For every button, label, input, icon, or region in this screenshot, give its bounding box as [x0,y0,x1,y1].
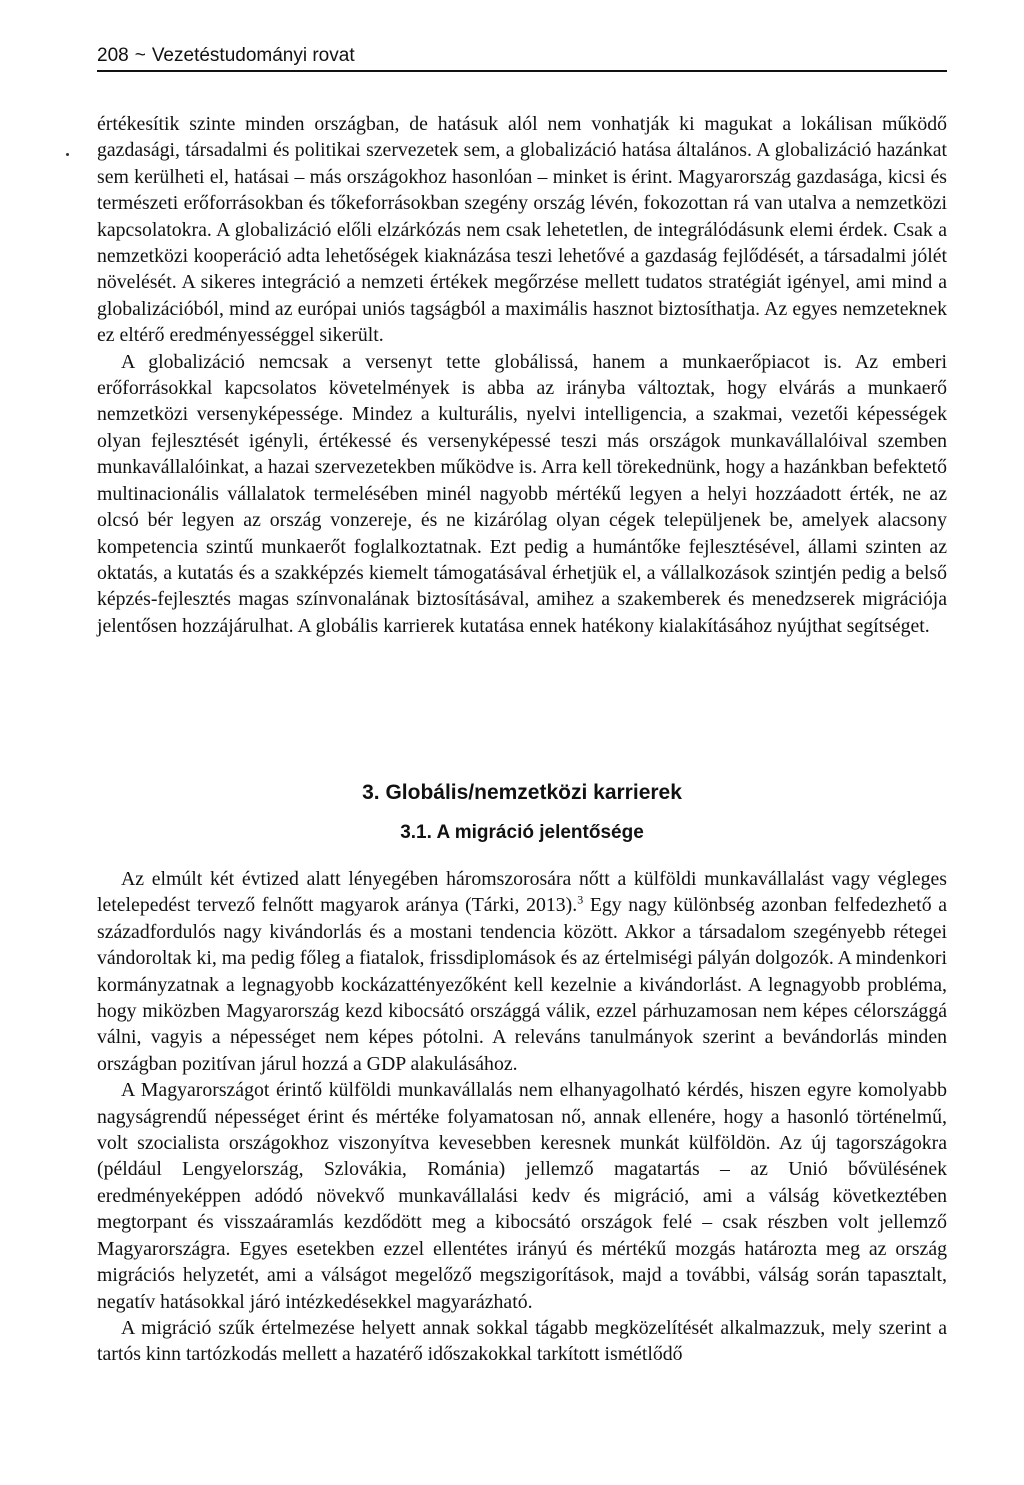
footnote-ref[interactable]: 3 [577,892,584,907]
paragraph: értékesítik szinte minden országban, de hatásuk alól nem vonhatják ki magukat a lokálisan működő gazdasági, társadalmi és politikai szervezetek sem, a globalizáció hatása általános. A globalizáció hazánkat sem kerülheti el, hatásai – más országokhoz hasonlóan – minket is érint. Magyarország gazdasága, kicsi és természeti erőforrásokban és tőkeforrásokban szegény ország lévén, fokozottan rá van utalva a nemzetközi kapcsolatokra. A globalizáció előli elzárkózás nem csak lehetetlen, de integrálódásunk elemi érdek. Csak a nemzetközi kooperáció adta lehetőségek kiaknázása teszi lehetővé a gazdaság fejlődését, a társadalmi jólét növelését. A sikeres integráció a nemzeti értékek megőrzése mellett tudatos stratégiát igényel, ami mind a globalizációból, mind az európai uniós tagságból a maximális hasznot biztosíthatja. Az egyes nemzeteknek ez eltérő eredményességgel sikerült. [97,113,947,347]
section-heading: 3. Globális/nemzetközi karrierek [362,781,682,804]
paragraph: A globalizáció nemcsak a versenyt tette globálissá, hanem a munkaerőpiacot is. Az emberi erőforrásokkal kapcsolatos követelmények is abba az irányba változtak, hogy elvárás a munkaerő nemzetközi versenyképessége. Mindez a kulturális, nyelvi intelligencia, a szakmai, vezetői képességek olyan fejlesztését igényli, értékessé és versenyképessé teszi más országok munkavállalóival szemben munkavállalóinkat, a hazai szervezetekben működve is. Arra kell törekednünk, hogy a hazánkban befektető multinacionális vállalatok termelésében minél nagyobb mértékű legyen a helyi hozzáadott érték, ne az olcsó bér legyen az ország vonzereje, és ne kizárólag olyan cégek települjenek be, amelyek alacsony kompetencia szintű munkaerőt foglalkoztatnak. Ezt pedig a humántőke fejlesztésével, állami szinten az oktatás, a kutatás és a szakképzés kiemelt támogatásával érhetjük el, a vállalkozások szintjén pedig a belső képzés-fejlesztés magas színvonalának biztosításával, amihez a szakemberek és menedzserek migrációja jelentősen hozzájárulhat. A globális karrierek kutatása ennek hatékony kialakításához nyújthat segítséget. [97,350,947,637]
running-header [97,45,947,72]
text-block-1 [97,111,947,639]
paragraph: A Magyarországot érintő külföldi munkavállalás nem elhanyagolható kérdés, hiszen egyre komolyabb nagyságrendű népességet érint és mértéke folyamatosan nő, annak ellenére, hogy a hasonló történelmű, volt szocialista országokhoz viszonyítva kevesebben keresnek munkát külföldön. Az új tagországokra (például Lengyelország, Szlovákia, Románia) jellemző magatartás – az Unió bővülésének eredményeképpen adódó növekvő munkavállalási kedv és migráció, ami a válság következtében megtorpant és visszaáramlás kezdődött meg a kibocsátó országok felé – csak részben volt jellemző Magyarországra. Egyes esetekben ezzel ellentétes irányú és mértékű mozgás határozta meg az ország migrációs helyzetét, ami a válságot megelőző megszigorítások, majd a további, válság során tapasztalt, negatív hatásokkal járó intézkedésekkel magyarázható. [97,1079,947,1313]
margin-mark [66,153,69,156]
paragraph-text: Egy nagy különbség azonban felfedezhető a századfordulós nagy kivándorlás és a mostani tendencia között. Akkor a társadalom szegényebb rétegei vándoroltak ki, ma pedig főleg a fiatalok, frissdiplomások és az értelmiségi pályán dolgozók. A mindenkori kormányzatnak a legnagyobb kockázattényezőként kell kezelnie a kivándorlást. A legnagyobb probléma, hogy miközben Magyarország kezd kibocsátó országgá válik, ezzel párhuzamosan nem képes célországgá válni, vagyis a népességet nem képes pótolni. A releváns tanulmányok szerint a bevándorlás minden országban pozitívan járul hozzá a GDP alakulásához. [97,894,947,1075]
header-separator: ~ [134,45,146,66]
text-block-2 [97,866,947,1368]
paragraph [97,866,947,1077]
page-number: 208 [97,45,129,66]
section-name: Vezetéstudományi rovat [151,45,355,66]
paragraph-text: Az elmúlt két évtized alatt lényegében háromszorosára nőtt a külföldi munkavállalást vagy végleges letelepedést tervező felnőtt magyarok aránya (Tárki, 2013). [97,868,947,917]
subsection-heading: 3.1. A migráció jelentősége [400,822,644,843]
paragraph: A migráció szűk értelmezése helyett annak sokkal tágabb megközelítését alkalmazzuk, mely szerint a tartós kinn tartózkodás mellett a hazatérő időszakokkal tarkított ismétlődő [97,1316,947,1366]
